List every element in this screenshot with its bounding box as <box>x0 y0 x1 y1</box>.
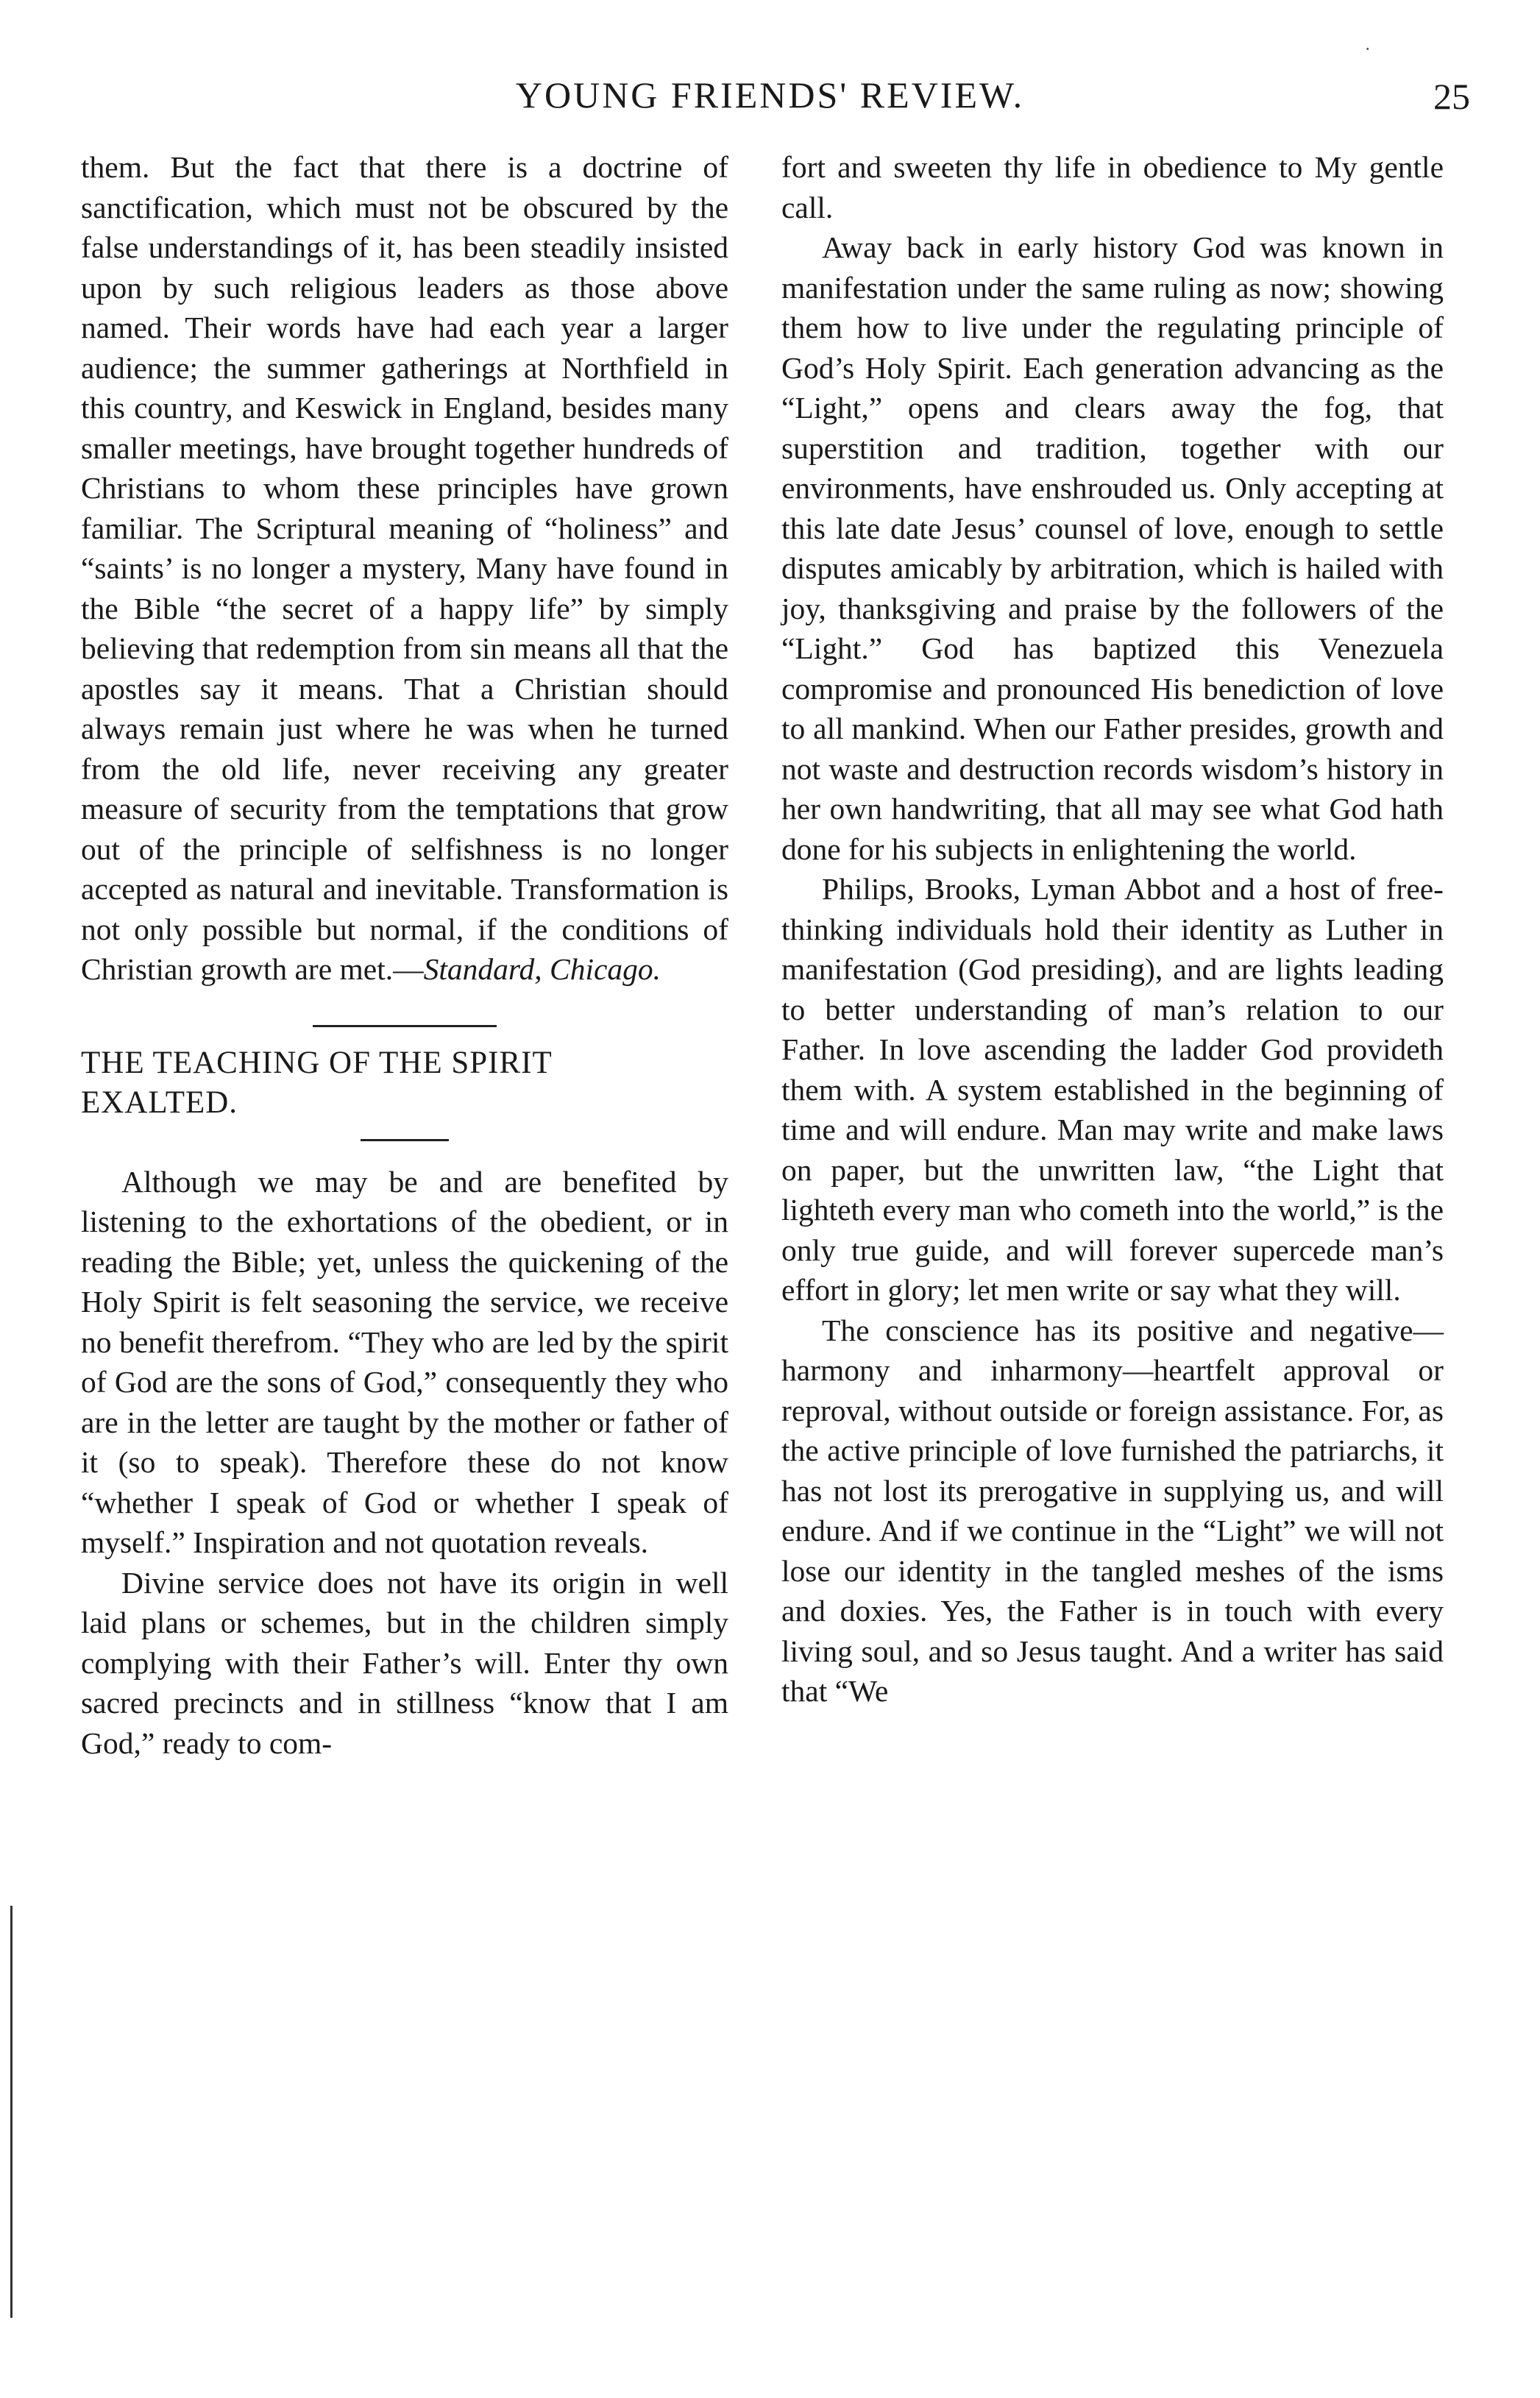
right-paragraph-3: Philips, Brooks, Lyman Abbot and a host of free-thinking individuals hold their identity as Luther in manifestation (God presiding), and are lights leading to better understanding of man’s relation to our Father. In love ascending the ladder God provideth them with. A system established in the beginning of time and will endure. Man may write and make laws on paper, but the unwritten law, “the Light that lighteth every man who cometh into the world,” is the only true guide, and will forever supercede man’s effort in glory; let men write or say what they will. <box>781 872 1444 1307</box>
right-column <box>781 147 1444 1711</box>
heading-divider <box>361 1139 449 1141</box>
scan-speck: · <box>1364 38 1371 60</box>
left-column <box>81 147 728 1763</box>
source-citation: Standard, Chicago. <box>423 952 661 986</box>
left-paragraph-2: Although we may be and are benefited by listening to the exhortations of the obedient, or in reading the Bible; yet, unless the quickening of the Holy Spirit is felt seasoning the service, we receive no benefit therefrom. “They who are led by the spirit of God are the sons of God,” consequently they who are in the letter are taught by the mother or father of it (so to speak). Therefore these do not know “whether I speak of God or whether I speak of myself.” Inspiration and not quotation reveals. <box>81 1164 728 1559</box>
binding-edge-mark <box>10 1906 13 2318</box>
page-header <box>0 74 1540 140</box>
left-paragraph-1 <box>81 147 728 990</box>
left-paragraph-3: Divine service does not have its origin in well laid plans or schemes, but in the children simply complying with their Father’s will. Enter thy own sacred precincts and in stillness “know that I am God,” ready to com- <box>81 1565 728 1760</box>
left-paragraph-1-text: them. But the fact that there is a doctrine of sanctification, which must not be obscured by the false understandings of it, has been steadily insisted upon by such religious leaders as those above named. Their words have had each year a larger audience; the summer gatherings at Northfield in this country, and Keswick in England, besides many smaller meetings, have brought together hundreds of Christians to whom these principles have grown familiar. The Scriptural meaning of “holiness” and “saints’ is no longer a mystery, Many have found in the Bible “the secret of a happy life” by simply believing that redemption from sin means all that the apostles say it means. That a Christian should always remain just where he was when he turned from the old life, never receiving any greater measure of security from the temptations that grow out of the principle of selfishness is no longer accepted as natural and inevitable. Transformation is not only possible but normal, if the conditions of Christian growth are met.— <box>81 150 728 986</box>
right-paragraph-4: The conscience has its positive and negative—harmony and inharmony—heartfelt approval or reproval, without outside or foreign assistance. For, as the active principle of love furnished the patriarchs, it has not lost its prerogative in supplying us, and will endure. And if we continue in the “Light” we will not lose our identity in the tangled meshes of the isms and doxies. Yes, the Father is in touch with every living soul, and so Jesus taught. And a writer has said that “We <box>781 1313 1444 1708</box>
right-paragraph-1: fort and sweeten thy life in obedience to My gentle call. <box>781 150 1444 224</box>
journal-title: YOUNG FRIENDS' REVIEW. <box>515 74 1025 116</box>
article-heading-line-2: EXALTED. <box>81 1085 238 1120</box>
article-heading-line-1: THE TEACHING OF THE SPIRIT <box>81 1045 553 1080</box>
right-paragraph-2: Away back in early history God was known in manifestation under the same ruling as now; showing them how to live under the regulating principle of God’s Holy Spirit. Each generation advancing as the “Light,” opens and clears away the fog, that superstition and tradition, together with our environments, have enshrouded us. Only accepting at this late date Jesus’ counsel of love, enough to settle disputes amicably by arbitration, which is hailed with joy, thanksgiving and praise by the followers of the “Light.” God has baptized this Venezuela compromise and pronounced His benediction of love to all mankind. When our Father presides, growth and not waste and destruction records wisdom’s history in her own handwriting, that all may see what God hath done for his subjects in enlightening the world. <box>781 230 1444 866</box>
page-number: 25 <box>1433 76 1470 117</box>
section-divider <box>313 1025 497 1027</box>
